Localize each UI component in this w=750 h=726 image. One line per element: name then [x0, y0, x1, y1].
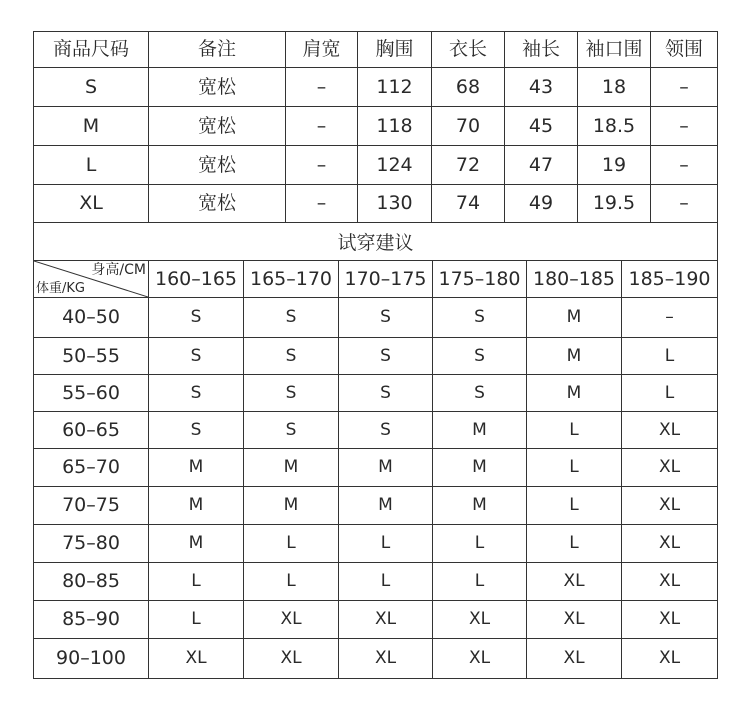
size-measure-cell: 124 [358, 146, 432, 185]
recommended-size-cell: XL [622, 412, 718, 449]
size-measurement-table [34, 32, 718, 223]
recommended-size-cell: L [622, 338, 718, 375]
height-range-header-cell: 180–185 [527, 261, 622, 298]
recommended-size-cell: S [339, 338, 433, 375]
recommended-size-cell: L [622, 375, 718, 412]
recommended-size-cell: S [244, 375, 339, 412]
recommended-size-cell: XL [339, 639, 433, 679]
size-table-header-cell: 衣长 [432, 32, 505, 68]
recommended-size-cell: M [149, 449, 244, 487]
size-measure-cell: 112 [358, 68, 432, 107]
size-measure-cell: 宽松 [149, 68, 286, 107]
size-table-header-cell: 袖长 [505, 32, 578, 68]
height-axis-label: 身高/CM [91, 262, 146, 278]
recommended-size-cell: XL [244, 601, 339, 639]
size-chart [33, 31, 718, 679]
recommended-size-cell: S [149, 298, 244, 338]
recommended-size-cell: XL [622, 449, 718, 487]
weight-range-cell: 55–60 [34, 375, 149, 412]
recommended-size-cell: S [339, 412, 433, 449]
recommended-size-cell: XL [149, 639, 244, 679]
size-table-header-cell: 领围 [651, 32, 718, 68]
height-range-header-cell: 175–180 [433, 261, 527, 298]
recommended-size-cell: XL [527, 601, 622, 639]
size-table-header-cell: 胸围 [358, 32, 432, 68]
weight-range-cell: 60–65 [34, 412, 149, 449]
recommended-size-cell: S [433, 338, 527, 375]
recommended-size-cell: M [149, 487, 244, 525]
size-name-cell: L [34, 146, 149, 185]
recommended-size-cell: L [339, 563, 433, 601]
size-measure-cell: 74 [432, 185, 505, 223]
size-name-cell: S [34, 68, 149, 107]
size-table-header-cell: 备注 [149, 32, 286, 68]
recommended-size-cell: L [339, 525, 433, 563]
size-measure-cell: 49 [505, 185, 578, 223]
size-measure-cell: 宽松 [149, 107, 286, 146]
size-measure-cell: 19.5 [578, 185, 651, 223]
size-measure-cell: 43 [505, 68, 578, 107]
weight-range-cell: 90–100 [34, 639, 149, 679]
size-measure-cell: – [286, 68, 358, 107]
size-measure-cell: 18 [578, 68, 651, 107]
size-measure-cell: – [286, 146, 358, 185]
recommended-size-cell: M [527, 298, 622, 338]
height-range-header-cell: 160–165 [149, 261, 244, 298]
recommended-size-cell: M [527, 338, 622, 375]
recommended-size-cell: L [433, 563, 527, 601]
height-range-header-cell: 165–170 [244, 261, 339, 298]
recommended-size-cell: M [339, 487, 433, 525]
recommended-size-cell: XL [527, 639, 622, 679]
weight-range-cell: 50–55 [34, 338, 149, 375]
height-range-header-cell: 185–190 [622, 261, 718, 298]
recommended-size-cell: M [339, 449, 433, 487]
size-measure-cell: – [651, 68, 718, 107]
recommended-size-cell: M [433, 449, 527, 487]
size-measure-cell: 130 [358, 185, 432, 223]
recommended-size-cell: S [244, 412, 339, 449]
recommended-size-cell: M [433, 487, 527, 525]
recommended-size-cell: M [149, 525, 244, 563]
size-measure-cell: 18.5 [578, 107, 651, 146]
recommended-size-cell: L [149, 563, 244, 601]
size-measure-cell: 宽松 [149, 146, 286, 185]
recommended-size-cell: L [527, 449, 622, 487]
recommended-size-cell: S [149, 338, 244, 375]
recommended-size-cell: L [149, 601, 244, 639]
recommended-size-cell: L [527, 525, 622, 563]
recommended-size-cell: XL [433, 639, 527, 679]
height-range-header-cell: 170–175 [339, 261, 433, 298]
recommended-size-cell: S [244, 298, 339, 338]
recommended-size-cell: L [244, 563, 339, 601]
size-table-header-cell: 肩宽 [286, 32, 358, 68]
recommended-size-cell: XL [622, 639, 718, 679]
recommended-size-cell: XL [339, 601, 433, 639]
size-measure-cell: – [651, 146, 718, 185]
fit-advice-title: 试穿建议 [34, 223, 718, 261]
recommended-size-cell: S [244, 338, 339, 375]
corner-header-cell [34, 261, 149, 298]
size-measure-cell: – [286, 185, 358, 223]
recommended-size-cell: – [622, 298, 718, 338]
recommended-size-cell: S [433, 298, 527, 338]
recommended-size-cell: XL [622, 601, 718, 639]
recommended-size-cell: M [244, 487, 339, 525]
size-name-cell: M [34, 107, 149, 146]
size-measure-cell: 118 [358, 107, 432, 146]
recommended-size-cell: XL [622, 563, 718, 601]
recommended-size-cell: XL [244, 639, 339, 679]
size-measure-cell: 47 [505, 146, 578, 185]
weight-range-cell: 40–50 [34, 298, 149, 338]
weight-axis-label: 体重/KG [36, 281, 85, 296]
size-measure-cell: 68 [432, 68, 505, 107]
recommended-size-cell: XL [527, 563, 622, 601]
size-measure-cell: 45 [505, 107, 578, 146]
recommended-size-cell: XL [622, 487, 718, 525]
size-measure-cell: – [651, 185, 718, 223]
weight-range-cell: 85–90 [34, 601, 149, 639]
size-measure-cell: – [286, 107, 358, 146]
size-measure-cell: 72 [432, 146, 505, 185]
recommended-size-cell: S [339, 298, 433, 338]
fit-advice-table [34, 261, 718, 679]
recommended-size-cell: XL [433, 601, 527, 639]
size-measure-cell: 19 [578, 146, 651, 185]
recommended-size-cell: S [149, 375, 244, 412]
recommended-size-cell: M [244, 449, 339, 487]
recommended-size-cell: M [433, 412, 527, 449]
recommended-size-cell: L [433, 525, 527, 563]
recommended-size-cell: M [527, 375, 622, 412]
recommended-size-cell: S [149, 412, 244, 449]
recommended-size-cell: S [339, 375, 433, 412]
recommended-size-cell: S [433, 375, 527, 412]
size-table-header-cell: 袖口围 [578, 32, 651, 68]
size-measure-cell: 70 [432, 107, 505, 146]
recommended-size-cell: L [527, 487, 622, 525]
size-table-header-cell: 商品尺码 [34, 32, 149, 68]
recommended-size-cell: XL [622, 525, 718, 563]
weight-range-cell: 65–70 [34, 449, 149, 487]
size-measure-cell: – [651, 107, 718, 146]
recommended-size-cell: L [244, 525, 339, 563]
weight-range-cell: 75–80 [34, 525, 149, 563]
size-name-cell: XL [34, 185, 149, 223]
weight-range-cell: 70–75 [34, 487, 149, 525]
recommended-size-cell: L [527, 412, 622, 449]
size-measure-cell: 宽松 [149, 185, 286, 223]
weight-range-cell: 80–85 [34, 563, 149, 601]
